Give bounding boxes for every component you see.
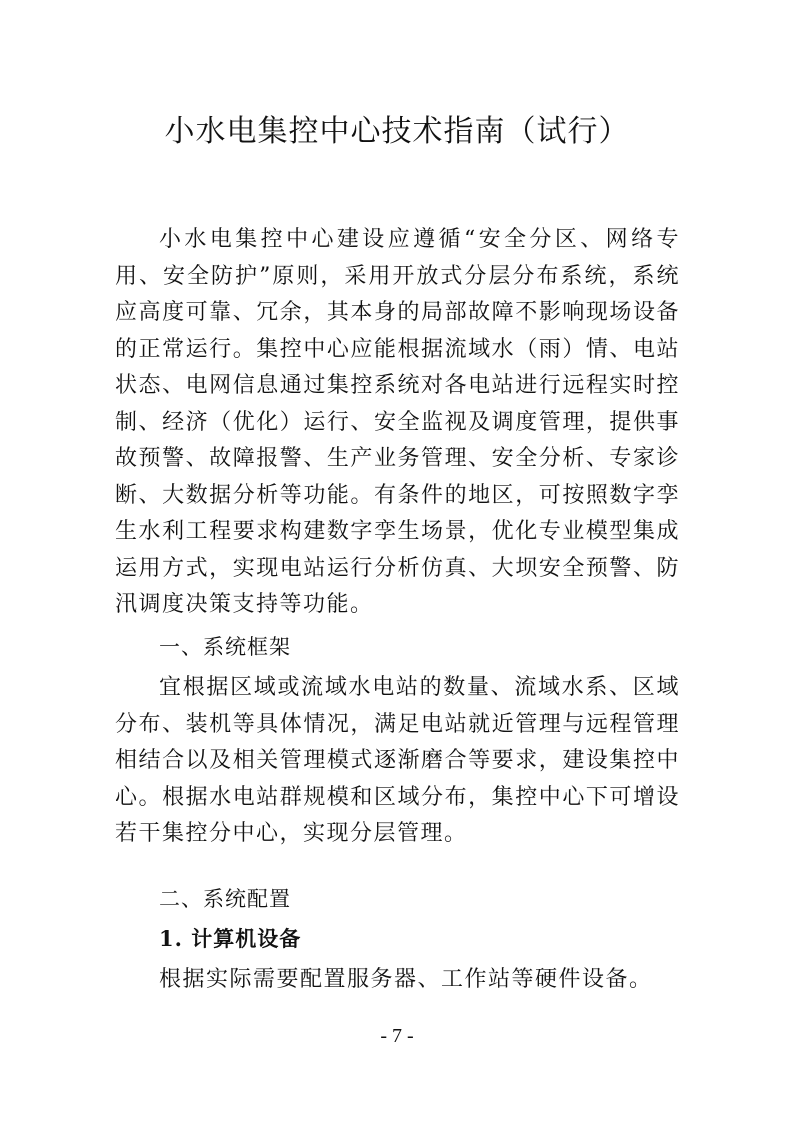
computer-equipment-paragraph: 根据实际需要配置服务器、工作站等硬件设备。	[159, 967, 653, 992]
framework-paragraph: 宜根据区域或流域水电站的数量、流域水系、区域分布、装机等具体情况，满足电站就近管理与远程管理相结合以及相关管理模式逐渐磨合等要求，建设集控中心。根据水电站群规模和区域分布，集控中心下可增设若干集控分中心，实现分层管理。	[115, 675, 680, 846]
intro-paragraph: 小水电集控中心建设应遵循“安全分区、网络专用、安全防护”原则，采用开放式分层分布系统，系统应高度可靠、冗余，其本身的局部故障不影响现场设备的正常运行。集控中心应能根据流域水（雨）情、电站状态、电网信息通过集控系统对各电站进行远程实时控制、经济（优化）运行、安全监视及调度管理，提供事故预警、故障报警、生产业务管理、安全分析、专家诊断、大数据分析等功能。有条件的地区，可按照数字孪生水利工程要求构建数字孪生场景，优化专业模型集成运用方式，实现电站运行分析仿真、大坝安全预警、防汛调度决策支持等功能。	[115, 227, 680, 617]
subsection-heading-computer-equipment: 1. 计算机设备	[159, 926, 302, 951]
document-title: 小水电集控中心技术指南（试行）	[164, 114, 630, 149]
section-heading-system-configuration: 二、系统配置	[159, 887, 291, 911]
page-number: - 7 -	[380, 1025, 414, 1047]
section-heading-system-framework: 一、系统框架	[159, 635, 291, 659]
